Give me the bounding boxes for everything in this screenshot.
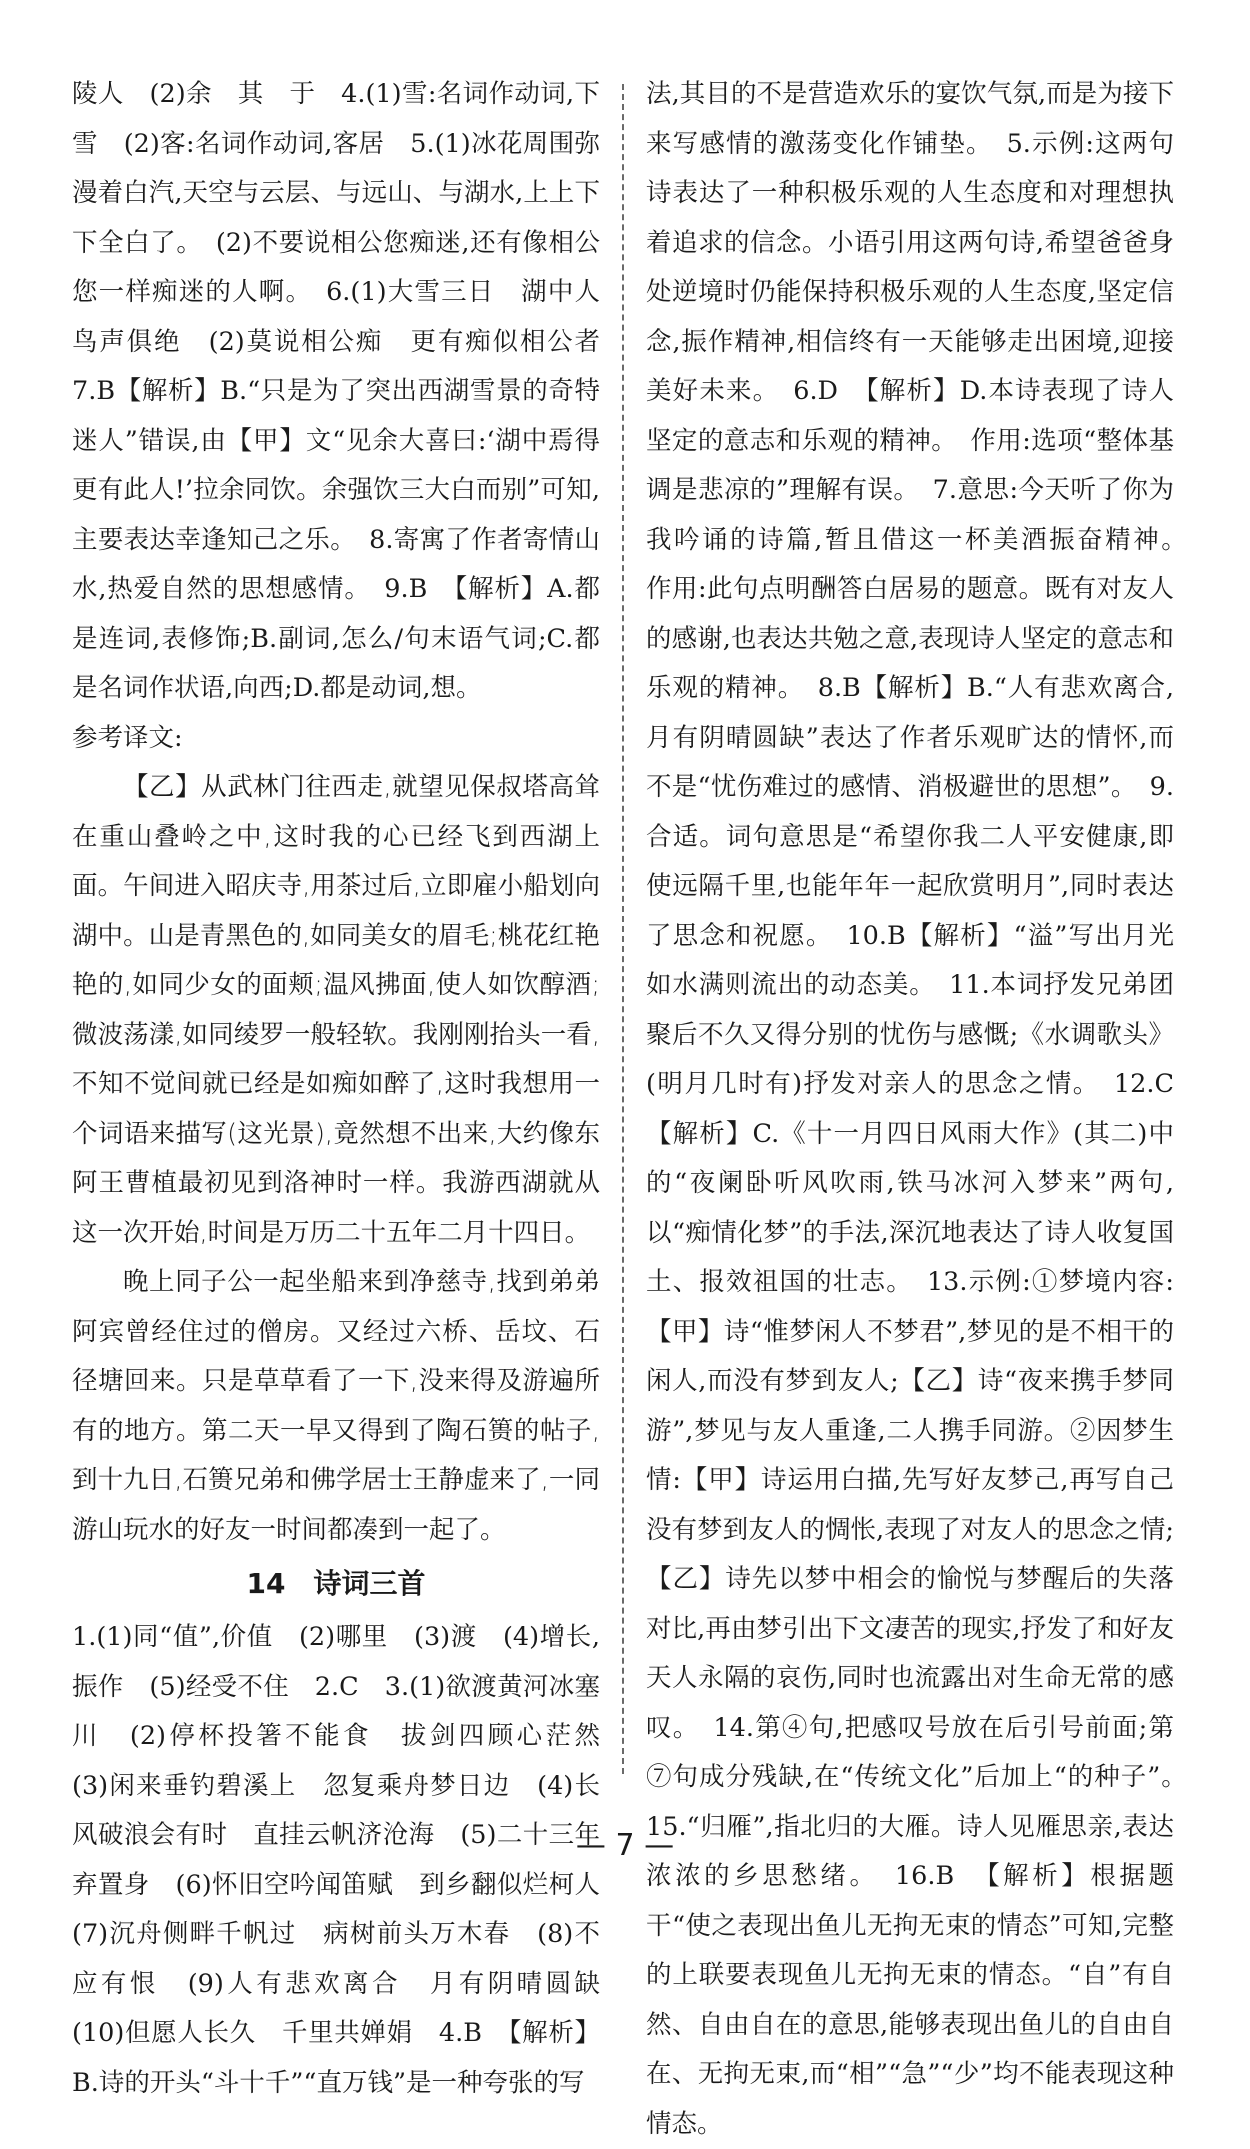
answers-part-13: 陵人 (2)余 其 于 4.(1)雪:名词作动词,下雪 (2)客:名词作动词,客居 5.(1)冰花周围弥漫着白汽,天空与云层、与远山、与湖水,上上下下全白了。 (2)不要说相公您痴迷,还有像相公您一样痴迷的人啊。 6.(1)大雪三日 湖中人鸟声俱绝 (2)莫说相公痴 更有痴似相公者 7.B【解析】B.“只是为了突出西湖雪景的奇特迷人”错误,由【甲】文“见余大喜曰:‘湖中焉得更有此人!’拉余同饮。余强饮三大白而别”可知,主要表达幸逢知己之乐。 8.寄寓了作者寄情山水,热爱自然的思想感情。 9.B 【解析】A.都是连词,表修饰;B.副词,怎么/句末语气词;C.都是名词作状语,向西;D.都是动词,想。 [72,79,626,703]
answers-part-14: 1.(1)同“值”,价值 (2)哪里 (3)渡 (4)增长,振作 (5)经受不住 2.C 3.(1)欲渡黄河冰塞川 (2)停杯投箸不能食 拔剑四顾心茫然 (3)闲来垂钓碧溪上 忽复乘舟梦日边 (4)长风破浪会有时 直挂云帆济沧海 (5)二十三年弃置身 (6)怀旧空吟闻笛赋 到乡翻似烂柯人 (7)沉舟侧畔千帆过 病树前头万木春 (8)不应有恨 (9)人有悲欢离合 月有阴晴圆缺 (10)但愿人长久 千里共婵娟 4.B 【解析】B.诗的开头“斗十千”“直万钱”是一种夸张的写 [72,1622,626,2098]
left-column [72,70,626,2108]
column-divider [622,84,624,1774]
translation-paragraph-1: 【乙】从武林门往西走,就望见保叔塔高耸在重山叠岭之中,这时我的心已经飞到西湖上面。午间进入昭庆寺,用茶过后,立即雇小船划向湖中。山是青黑色的,如同美女的眉毛;桃花红艳艳的,如同少女的面颊;温风拂面,使人如饮醇酒;微波荡漾,如同绫罗一般轻软。我刚刚抬头一看,不知不觉间就已经是如痴如醉了,这时我想用一个词语来描写(这光景),竟然想不出来,大约像东阿王曹植最初见到洛神时一样。我游西湖就从这一次开始,时间是万历二十五年二月十四日。 [72,772,600,1248]
translation-label: 参考译文: [72,722,183,753]
page-number: — 7 — [575,1828,675,1863]
translation-paragraph-2: 晚上同子公一起坐船来到净慈寺,找到弟弟阿宾曾经住过的僧房。又经过六桥、岳坟、石径塘回来。只是草草看了一下,没来得及游遍所有的地方。第二天一早又得到了陶石篑的帖子,到十九日,石篑兄弟和佛学居士王静虚来了,一同游山玩水的好友一时间都凑到一起了。 [72,1267,600,1545]
section-title: 14 诗词三首 [246,1567,426,1600]
answers-part-14-continued: 法,其目的不是营造欢乐的宴饮气氛,而是为接下来写感情的激荡变化作铺垫。 5.示例:这两句诗表达了一种积极乐观的人生态度和对理想执着追求的信念。小语引用这两句诗,希望爸爸身处逆境时仍能保持积极乐观的人生态度,坚定信念,振作精神,相信终有一天能够走出困境,迎接美好未来。 6.D 【解析】D.本诗表现了诗人坚定的意志和乐观的精神。 作用:选项“整体基调是悲凉的”理解有误。 7.意思:今天听了你为我吟诵的诗篇,暂且借这一杯美酒振奋精神。 作用:此句点明酬答白居易的题意。既有对友人的感谢,也表达共勉之意,表现诗人坚定的意志和乐观的精神。 8.B【解析】B.“人有悲欢离合,月有阴晴圆缺”表达了作者乐观旷达的情怀,而不是“忧伤难过的感情、消极避世的思想”。 9.合适。词句意思是“希望你我二人平安健康,即使远隔千里,也能年年一起欣赏明月”,同时表达了思念和祝愿。 10.B【解析】“溢”写出月光如水满则流出的动态美。 11.本词抒发兄弟团聚后不久又得分别的忧伤与感慨;《水调歌头》(明月几时有)抒发对亲人的思念之情。 12.C 【解析】C.《十一月四日风雨大作》(其二)中的“夜阑卧听风吹雨,铁马冰河入梦来”两句,以“痴情化梦”的手法,深沉地表达了诗人收复国土、报效祖国的壮志。 13.示例:①梦境内容:【甲】诗“惟梦闲人不梦君”,梦见的是不相干的闲人,而没有梦到友人;【乙】诗“夜来携手梦同游”,梦见与友人重逢,二人携手同游。②因梦生情:【甲】诗运用白描,先写好友梦己,再写自己没有梦到友人的惆怅,表现了对友人的思念之情;【乙】诗先以梦中相会的愉悦与梦醒后的失落对比,再由梦引出下文凄苦的现实,抒发了和好友天人永隔的哀伤,同时也流露出对生命无常的感叹。 14.第④句,把感叹号放在后引号前面;第⑦句成分残缺,在“传统文化”后加上“的种子”。 15.“归雁”,指北归的大雁。诗人见雁思亲,表达浓浓的乡思愁绪。 16.B 【解析】根据题干“使之表现出鱼儿无拘无束的情态”可知,完整的上联要表现鱼儿无拘无束的情态。“自”有自然、自由自在的意思,能够表现出鱼儿的自由自在、无拘无束,而“相”“急”“少”均不能表现这种情态。 [646,79,1200,2139]
